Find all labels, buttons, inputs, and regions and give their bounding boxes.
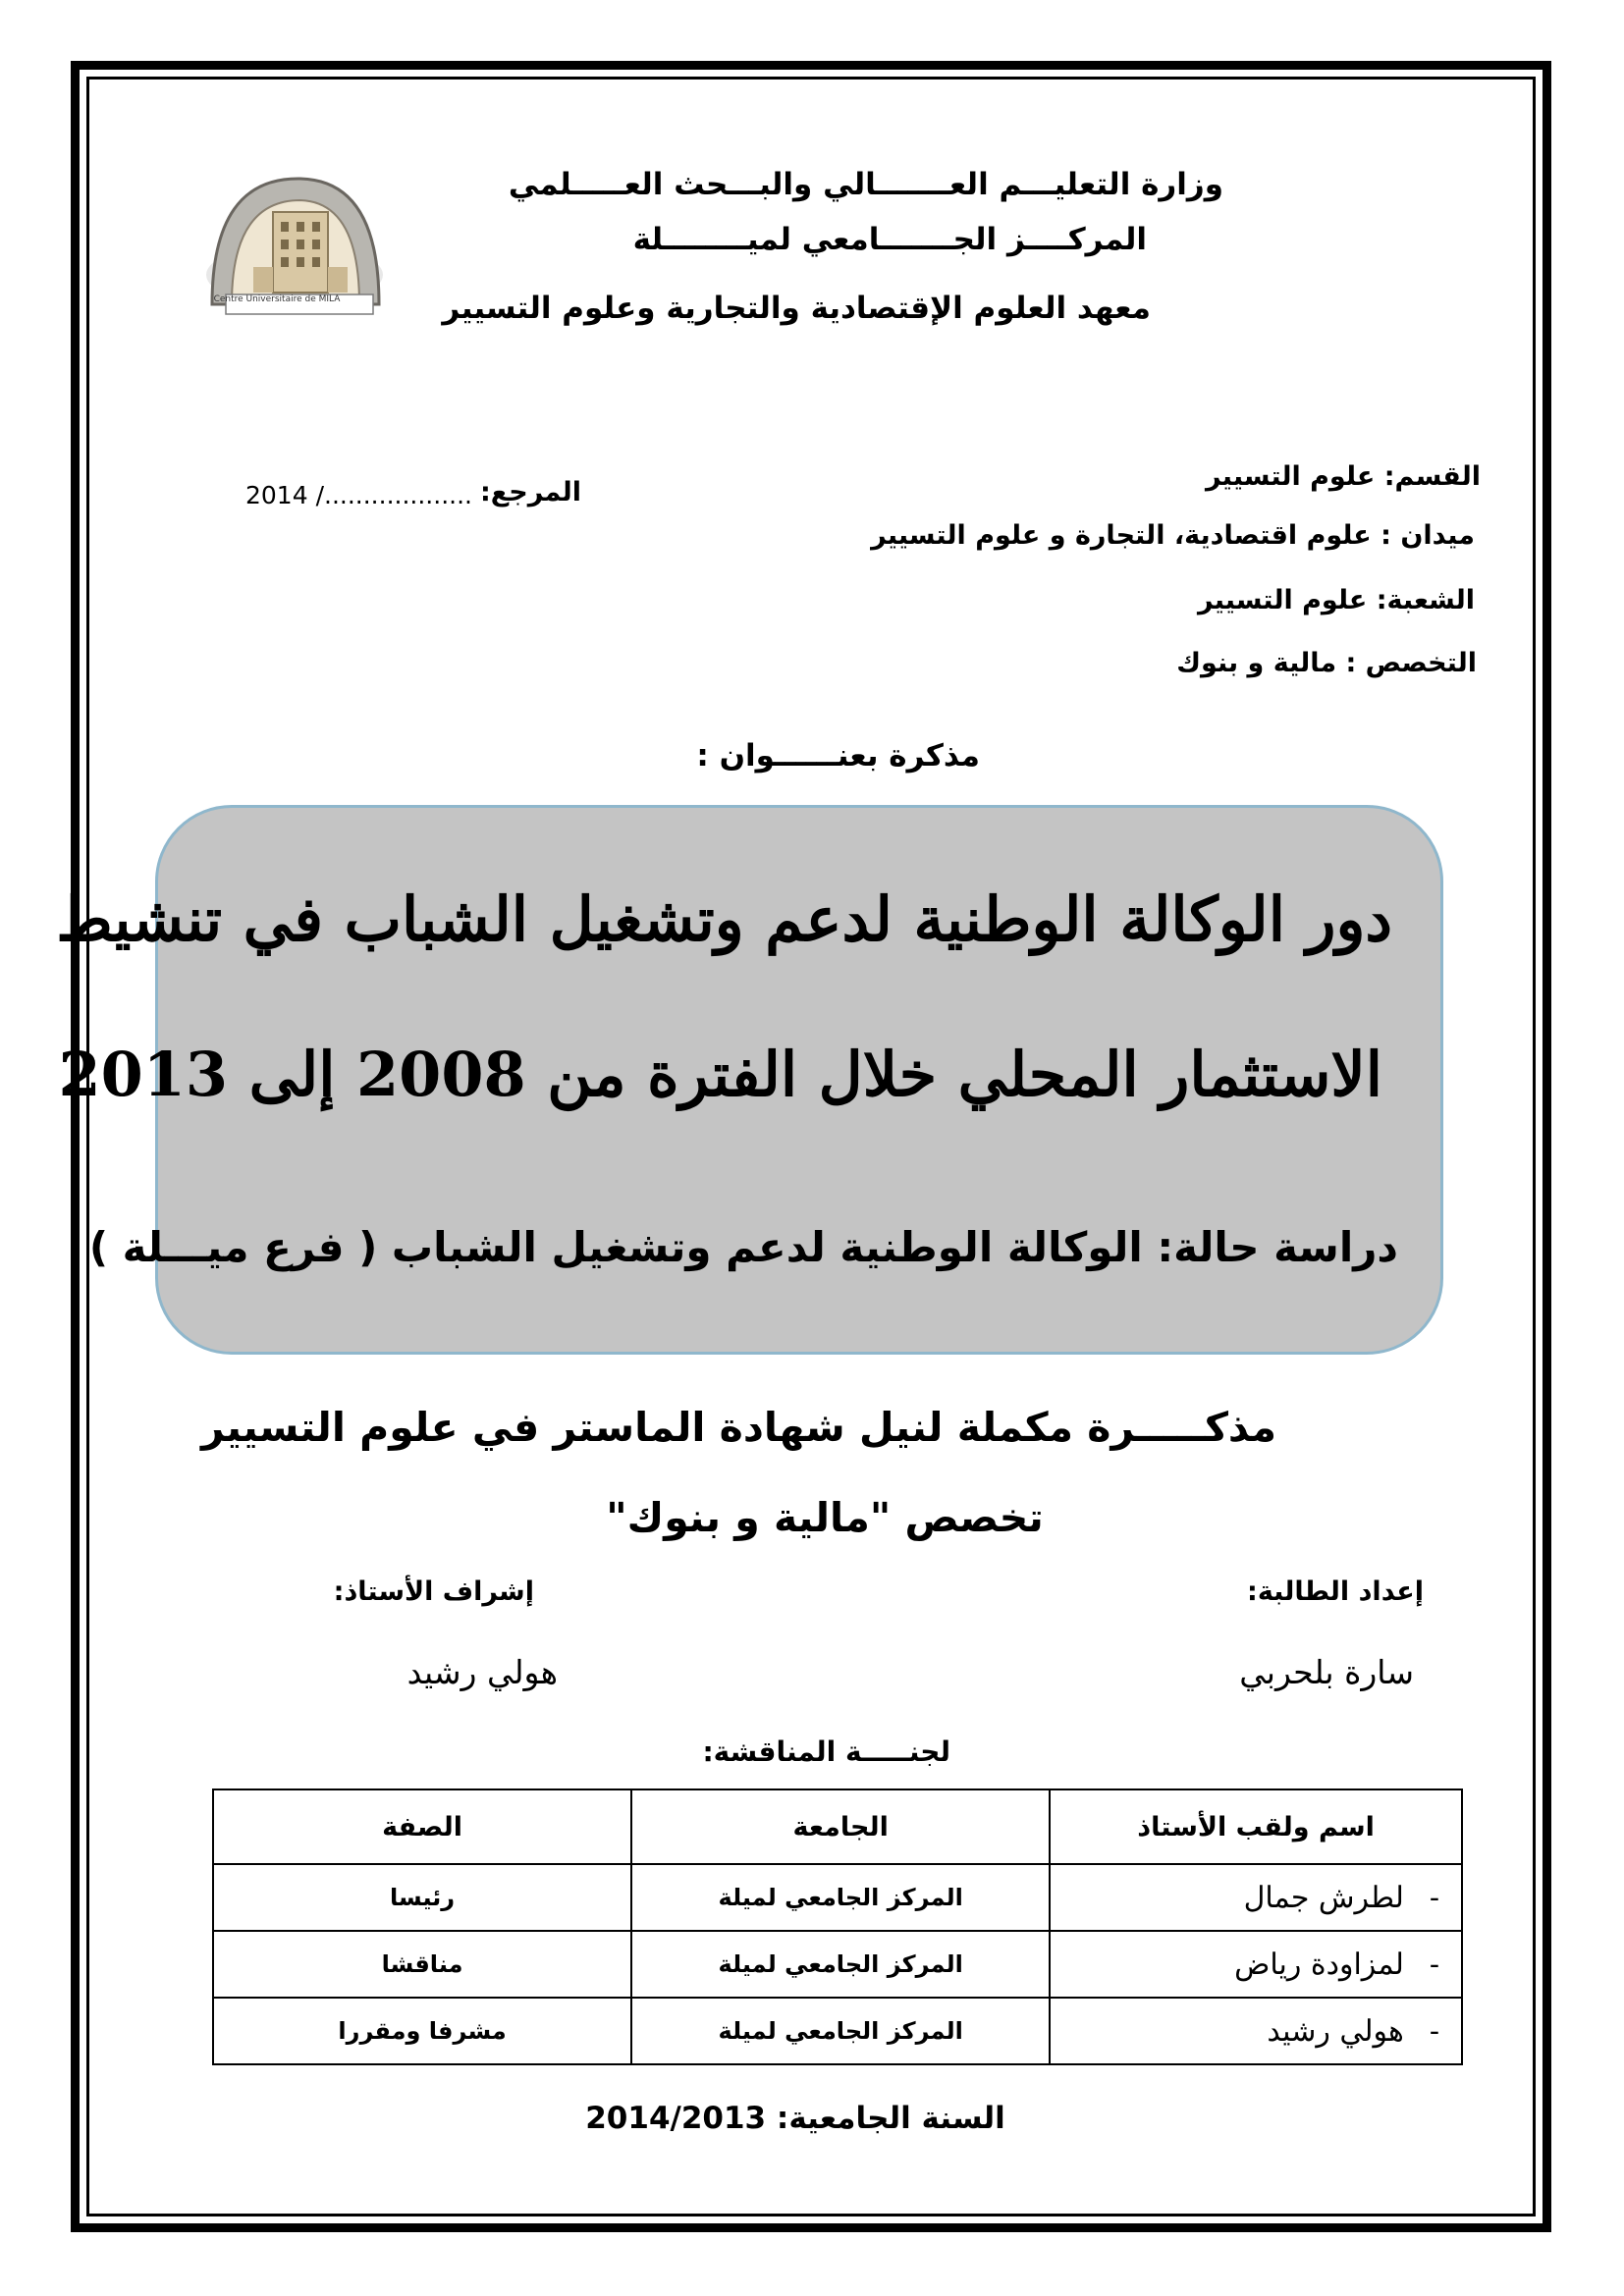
student-label: إعداد الطالبة: [1247,1576,1424,1607]
column-header-role: الصفة [213,1789,631,1864]
member-university: المركز الجامعي لميلة [631,1998,1050,2064]
case-study-line: دراسة حالة: الوكالة الوطنية لدعم وتشغيل الشباب ( فرع ميـــلة ) [88,1223,1398,1271]
institute-name: معهد العلوم الإقتصادية والتجارية وعلوم التسيير [442,291,1151,326]
bullet-dash: - [1429,2013,1439,2049]
committee-title: لجنـــــة المناقشة: [702,1735,950,1768]
department-line: القسم: علوم التسيير [1206,461,1481,492]
member-role: رئيسا [213,1864,631,1931]
bullet-dash: - [1429,1880,1439,1915]
student-name: سارة بلحربي [1239,1653,1414,1691]
specialty-line: التخصص : مالية و بنوك [1176,648,1477,678]
committee-table [212,1789,1463,2065]
ministry-name: وزارة التعليـــم العـــــــالي والبـــحث العـــــلمي [508,167,1223,202]
supervisor-label: إشراف الأستاذ: [333,1576,534,1607]
member-name: -هولي رشيد [1050,1998,1462,2064]
university-name: المركــــز الجـــــــامعي لميــــــــلة [632,222,1147,257]
member-university: المركز الجامعي لميلة [631,1931,1050,1998]
branch-line: الشعبة: علوم التسيير [1197,585,1475,615]
thesis-specialty: تخصص "مالية و بنوك" [606,1494,1044,1541]
table-row [213,1998,1462,2064]
field-line: ميدان : علوم اقتصادية، التجارة و علوم التسيير [871,520,1475,551]
thesis-title-line-2: الاستثمار المحلي خلال الفترة من 2008 إلى 2013 [58,1039,1382,1110]
table-row [213,1931,1462,1998]
member-name: -لطرش جمال [1050,1864,1462,1931]
thesis-description: مذكـــــرة مكملة لنيل شهادة الماستر في علوم التسيير [200,1404,1276,1451]
thesis-title-line-1: دور الوكالة الوطنية لدعم وتشغيل الشباب في تنشيط [56,883,1392,955]
member-name: -لمزاودة رياض [1050,1931,1462,1998]
column-header-name: اسم ولقب الأستاذ [1050,1789,1462,1864]
table-row [213,1864,1462,1931]
reference-label: المرجع: [480,477,581,507]
reference-value: 2014 /................... [245,481,472,509]
member-role: مناقشا [213,1931,631,1998]
academic-year: السنة الجامعية: 2014/2013 [585,2101,1005,2136]
supervisor-name: هولي رشيد [406,1653,558,1691]
logo-caption: Centre Universitaire de MILA [213,294,341,304]
committee-header-row [213,1789,1462,1864]
memo-heading: مذكرة بعنــــــوان : [696,738,980,774]
column-header-university: الجامعة [631,1789,1050,1864]
member-role: مشرفا ومقررا [213,1998,631,2064]
member-university: المركز الجامعي لميلة [631,1864,1050,1931]
bullet-dash: - [1429,1947,1439,1982]
university-logo [192,157,389,334]
